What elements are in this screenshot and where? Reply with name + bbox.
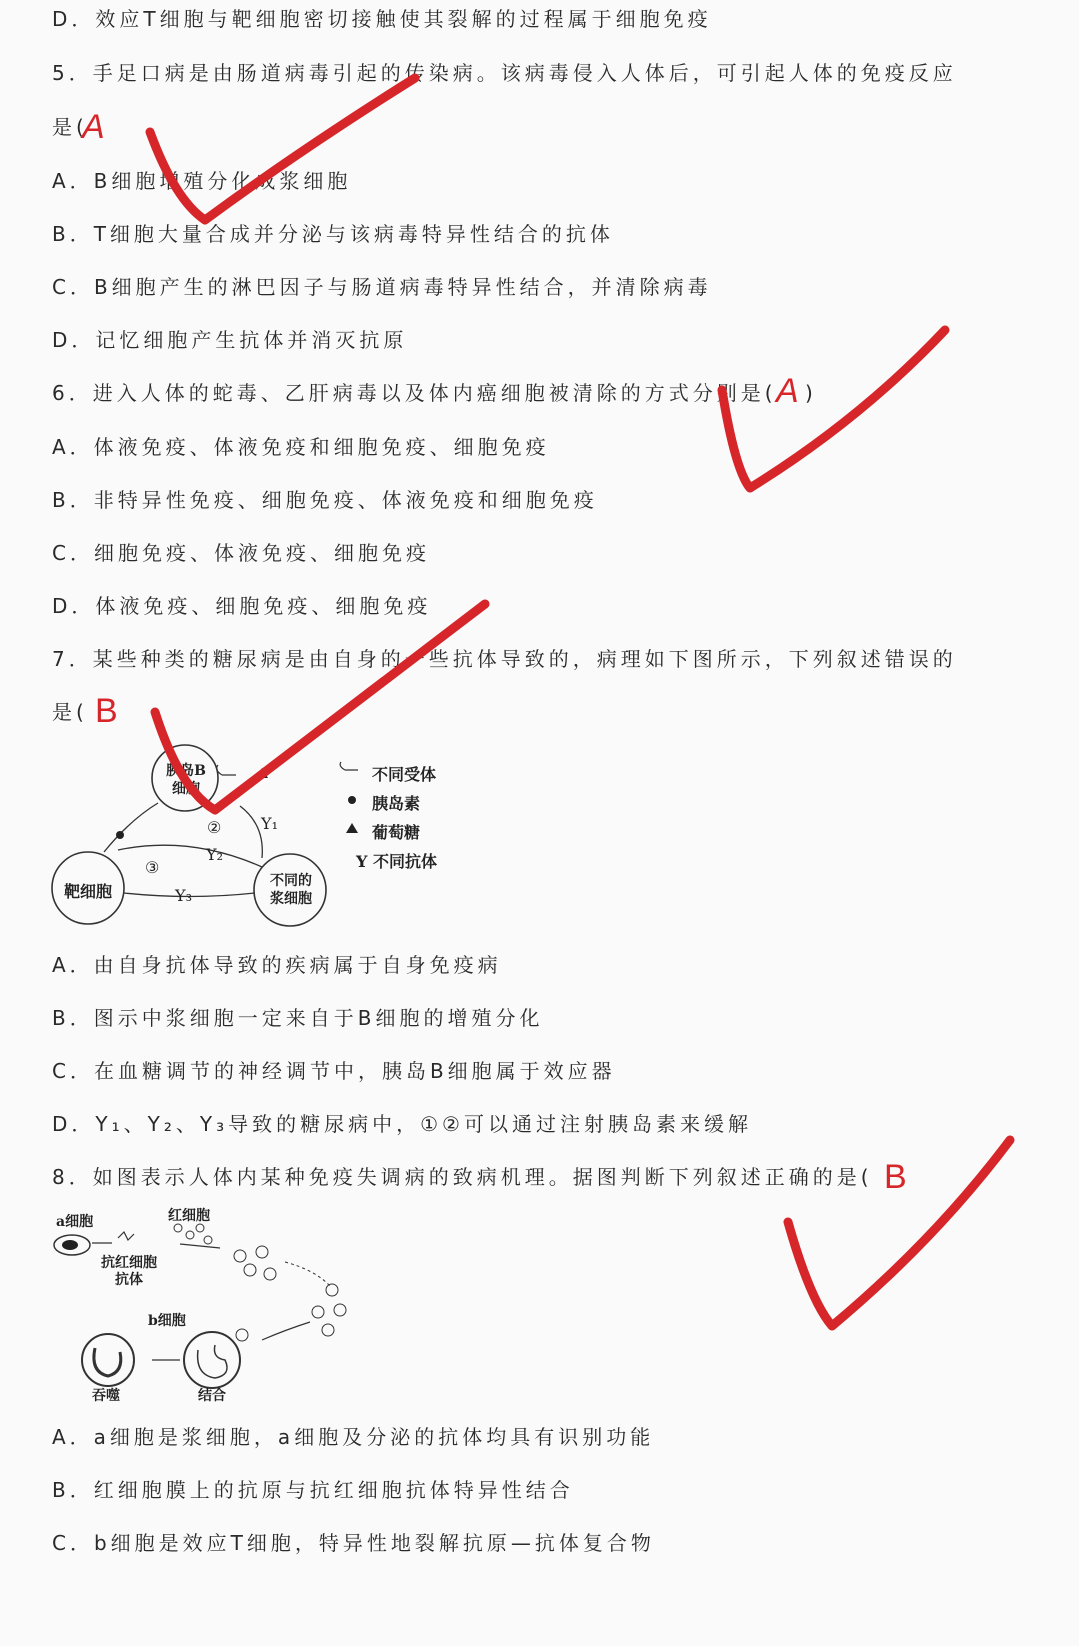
q6-answer: A	[776, 372, 799, 410]
legend-antibody: Y 不同抗体	[356, 852, 437, 871]
q6-option-c: C．细胞免疫、体液免疫、细胞免疫	[52, 541, 430, 565]
q7-option-d: D．Y₁、Y₂、Y₃导致的糖尿病中，①②可以通过注射胰岛素来缓解	[52, 1112, 752, 1136]
q5-option-d: D．记忆细胞产生抗体并消灭抗原	[52, 328, 408, 352]
q6-stem-close: )	[805, 381, 817, 405]
q7-stem: 7．某些种类的糖尿病是由自身的一些抗体导致的，病理如下图所示，下列叙述错误的	[52, 647, 957, 671]
check-mark-q6	[722, 330, 945, 488]
q5-option-b: B．T细胞大量合成并分泌与该病毒特异性结合的抗体	[52, 222, 614, 246]
bind-label: 结合	[198, 1388, 226, 1404]
q7-option-a: A．由自身抗体导致的疾病属于自身免疫病	[52, 953, 502, 977]
q6-option-b: B．非特异性免疫、细胞免疫、体液免疫和细胞免疫	[52, 488, 598, 512]
q6-stem: 6．进入人体的蛇毒、乙肝病毒以及体内癌细胞被清除的方式分别是(	[52, 381, 777, 405]
q5-stem: 5．手足口病是由肠道病毒引起的传染病。该病毒侵入人体后，可引起人体的免疫反应	[52, 61, 957, 85]
q7-stem-end: 是(	[52, 700, 88, 724]
plasma-cell-label: 不同的浆细胞	[270, 873, 312, 907]
legend-receptor: 不同受体	[372, 765, 437, 784]
q5-stem-end: 是(	[52, 115, 88, 139]
q5-option-a: A．B细胞增殖分化成浆细胞	[52, 169, 352, 193]
q8-answer: B	[884, 1158, 907, 1196]
y3-label: Y₃	[175, 886, 192, 905]
q7-answer: B	[95, 692, 118, 730]
q5-option-c: C．B细胞产生的淋巴因子与肠道病毒特异性结合，并清除病毒	[52, 275, 712, 299]
q7-option-b: B．图示中浆细胞一定来自于B细胞的增殖分化	[52, 1006, 544, 1030]
islet-cell-label: 胰岛B细胞	[166, 763, 206, 797]
circle-3-label: ③	[145, 858, 160, 877]
target-cell-label: 靶细胞	[64, 882, 113, 901]
circle-2-label: ②	[207, 818, 222, 837]
q6-option-d: D．体液免疫、细胞免疫、细胞免疫	[52, 594, 432, 618]
q8-option-c: C．b细胞是效应T细胞，特异性地裂解抗原—抗体复合物	[52, 1531, 655, 1555]
q7-option-c: C．在血糖调节的神经调节中，胰岛B细胞属于效应器	[52, 1059, 616, 1083]
y1-label: Y₁	[261, 814, 278, 833]
q6-option-a: A．体液免疫、体液免疫和细胞免疫、细胞免疫	[52, 435, 550, 459]
q8-option-a: A．a细胞是浆细胞，a细胞及分泌的抗体均具有识别功能	[52, 1425, 655, 1449]
engulf-label: 吞噬	[92, 1388, 120, 1404]
q4-option-d: D．效应T细胞与靶细胞密切接触使其裂解的过程属于细胞免疫	[52, 7, 712, 31]
q8-stem: 8．如图表示人体内某种免疫失调病的致病机理。据图判断下列叙述正确的是(	[52, 1165, 873, 1189]
q8-option-b: B．红细胞膜上的抗原与抗红细胞抗体特异性结合	[52, 1478, 574, 1502]
y2-label: Y₂	[206, 845, 223, 864]
legend-insulin: 胰岛素	[372, 794, 421, 813]
a-cell-label: a细胞	[56, 1214, 94, 1230]
check-mark-q5	[150, 78, 415, 220]
legend-glucose: 葡萄糖	[372, 823, 421, 842]
rbc-label: 红细胞	[168, 1208, 210, 1224]
q5-answer: A	[82, 108, 105, 146]
b-cell-label: b细胞	[148, 1313, 186, 1329]
antibody-label: 抗红细胞抗体	[101, 1255, 157, 1288]
